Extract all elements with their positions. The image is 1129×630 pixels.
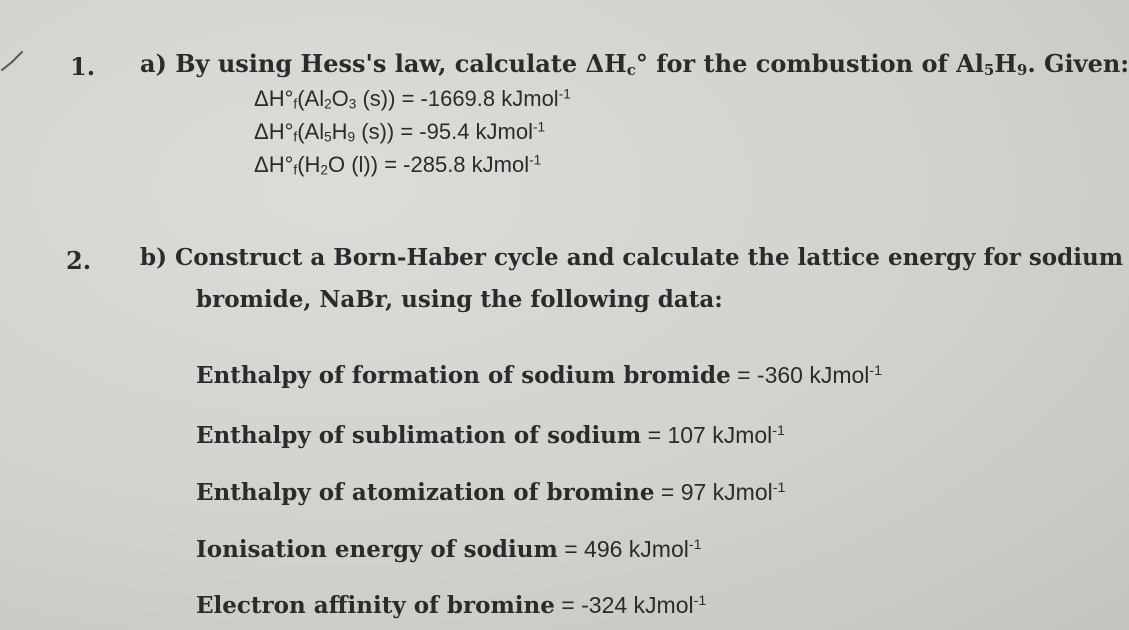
given-line-3: $\Delta H^\circ_f(H_2O$ (l)) = -285.8 kJmol$^{-1}$ bbox=[254, 152, 542, 178]
question-1-number: 1. bbox=[70, 52, 96, 81]
given-line-1: $\Delta H^\circ_f(Al_2O_3$ (s)) = -1669.8 kJmol$^{-1}$ bbox=[254, 86, 571, 112]
formula-h: H bbox=[994, 49, 1017, 78]
question-2-line-1: b) Construct a Born-Haber cycle and calculate the lattice energy for sodium bbox=[140, 244, 1124, 271]
question-2-number: 2. bbox=[66, 246, 92, 275]
question-2-line-2: bromide, NaBr, using the following data: bbox=[196, 286, 723, 313]
question-1-middle: for the combustion of Al bbox=[647, 49, 984, 78]
data-row-atomization: Enthalpy of atomization of bromine = 97 kJmol$^{-1}$ bbox=[196, 479, 786, 506]
data-row-electron-affinity: Electron affinity of bromine = -324 kJmol$^{-1}$ bbox=[196, 592, 707, 619]
data-row-ionisation: Ionisation energy of sodium = 496 kJmol$^{-1}$ bbox=[196, 536, 702, 563]
tick-mark-icon bbox=[0, 46, 40, 86]
data-row-sublimation: Enthalpy of sublimation of sodium = 107 kJmol$^{-1}$ bbox=[196, 422, 785, 449]
delta-h-symbol: ΔH bbox=[585, 49, 627, 78]
delta-h-degree: ° bbox=[635, 49, 648, 78]
question-1-suffix: . Given: bbox=[1027, 49, 1129, 78]
formula-sub-2: 9 bbox=[1016, 60, 1028, 79]
question-1-prefix: a) By using Hess's law, calculate bbox=[140, 49, 586, 78]
given-line-2: $\Delta H^\circ_f(Al_5H_9$ (s)) = -95.4 kJmol$^{-1}$ bbox=[254, 119, 546, 145]
question-1-text bbox=[140, 49, 1129, 79]
data-row-formation: Enthalpy of formation of sodium bromide = -360 kJmol$^{-1}$ bbox=[196, 362, 883, 389]
formula-sub-1: 5 bbox=[983, 60, 995, 79]
delta-h-subscript: c bbox=[626, 60, 636, 79]
